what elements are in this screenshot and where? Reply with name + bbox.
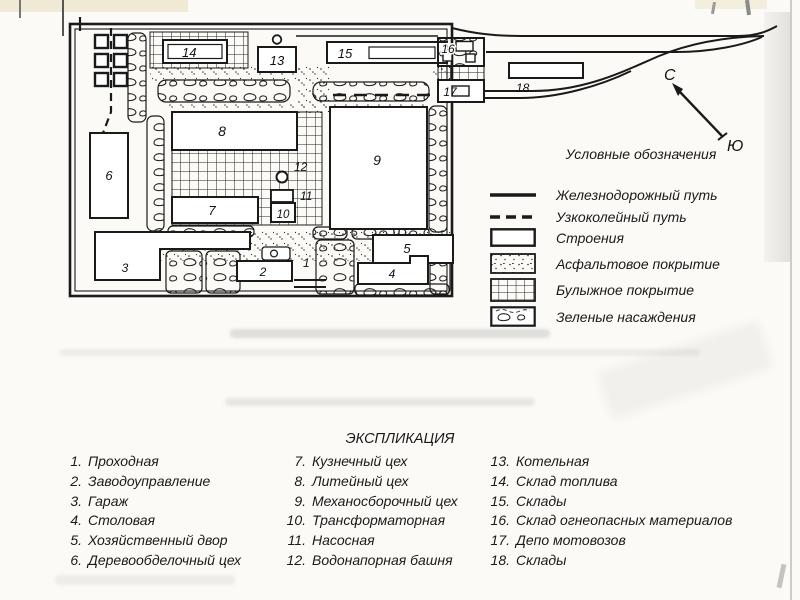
building-18 — [509, 63, 583, 78]
scan-artifact — [695, 0, 767, 9]
scan-bleedthrough — [230, 329, 550, 338]
scan-artifact — [19, 0, 21, 18]
building-label: 17 — [443, 85, 457, 99]
scan-artifact — [790, 0, 792, 600]
building-8 — [172, 112, 297, 150]
explication-entry: 10. Трансформаторная — [286, 512, 446, 529]
explication-entry: 5. Хозяйственный двор — [70, 532, 228, 549]
compass-south-label: Ю — [727, 138, 744, 155]
explication-entry: 2. Заводоуправление — [70, 472, 211, 489]
explication-column-3 — [482, 452, 732, 571]
legend-item-narrow-gauge — [490, 209, 687, 225]
legend-item-railway — [490, 187, 718, 203]
building-label: 10 — [276, 209, 290, 221]
building-label: 8 — [218, 123, 226, 139]
legend-item-cobblestone — [490, 278, 694, 302]
legend-title: Условные обозначения — [565, 146, 717, 162]
compass-arrow — [680, 92, 722, 136]
legend-item-label: Железнодорожный путь — [556, 187, 718, 203]
explication-column-1 — [58, 452, 241, 571]
scan-bleedthrough — [225, 398, 535, 406]
legend-item-label: Узкоколейный путь — [556, 209, 687, 225]
legend-item-label: Строения — [556, 229, 624, 246]
explication-entry: 18. Склады — [490, 551, 567, 568]
building-label: 13 — [269, 53, 285, 68]
compass-north-label: С — [664, 67, 676, 84]
building-label: 11 — [300, 189, 313, 203]
building-label: 7 — [208, 203, 216, 218]
building-label: 4 — [388, 267, 396, 281]
explication-entry: 8. Литейный цех — [294, 472, 409, 489]
water-tower-12 — [277, 172, 288, 183]
building-label: 9 — [373, 152, 381, 168]
scan-artifact — [777, 564, 787, 589]
building-label: 15 — [337, 46, 353, 61]
legend-item-label: Асфальтовое покрытие — [556, 255, 720, 272]
building-label: 3 — [121, 261, 129, 275]
compass — [664, 67, 743, 155]
building-9 — [330, 107, 427, 229]
building-label: 12 — [294, 160, 308, 174]
legend-item-buildings — [490, 228, 624, 247]
scan-artifact — [0, 0, 188, 12]
scan-artifact — [764, 12, 790, 262]
chimney-icon — [273, 35, 282, 44]
explication-entry: 12. Водонапорная башня — [286, 551, 453, 568]
building-label: 18 — [516, 81, 530, 95]
building-label: 5 — [403, 241, 411, 256]
building-rect-icon — [490, 228, 540, 247]
building-label: 14 — [182, 45, 197, 60]
explication-entry: 9. Механосборочный цех — [294, 492, 458, 509]
narrow-gauge-line-icon — [490, 213, 540, 221]
greenery-swatch-icon — [490, 306, 540, 327]
building-label: 1 — [303, 256, 310, 270]
railway-line-icon — [490, 191, 540, 199]
explication-entry: 15. Склады — [490, 492, 567, 509]
explication-entry: 11. Насосная — [287, 532, 375, 549]
explication-entry: 4. Столовая — [70, 512, 156, 529]
legend-item-label: Булыжное покрытие — [556, 282, 695, 298]
cobblestone-swatch-icon — [490, 278, 540, 302]
explication-title: ЭКСПЛИКАЦИЯ — [345, 431, 455, 447]
building-label: 16 — [441, 42, 455, 56]
explication-entry: 1. Проходная — [70, 453, 159, 469]
explication-column-2 — [278, 452, 458, 571]
explication-entry: 3. Гараж — [70, 492, 129, 509]
explication-entry: 14. Склад топлива — [490, 472, 618, 489]
scan-bleedthrough — [55, 575, 235, 585]
legend-item-label: Зеленые насаждения — [556, 308, 696, 325]
legend-item-asphalt — [490, 253, 720, 274]
building-label: 2 — [259, 265, 267, 279]
building-label: 6 — [105, 168, 113, 183]
explication-entry: 16. Склад огнеопасных материалов — [490, 512, 733, 529]
building-11 — [271, 190, 293, 202]
legend-item-greenery — [490, 306, 696, 327]
explication-entry: 7. Кузнечный цех — [294, 453, 408, 469]
explication-entry: 13. Котельная — [490, 453, 590, 469]
explication-entry: 6. Деревообделочный цех — [70, 551, 242, 568]
scan-bleedthrough — [60, 349, 700, 356]
scan-artifact — [62, 0, 64, 36]
explication-entry: 17. Депо мотовозов — [490, 532, 626, 549]
asphalt-swatch-icon — [490, 253, 540, 274]
